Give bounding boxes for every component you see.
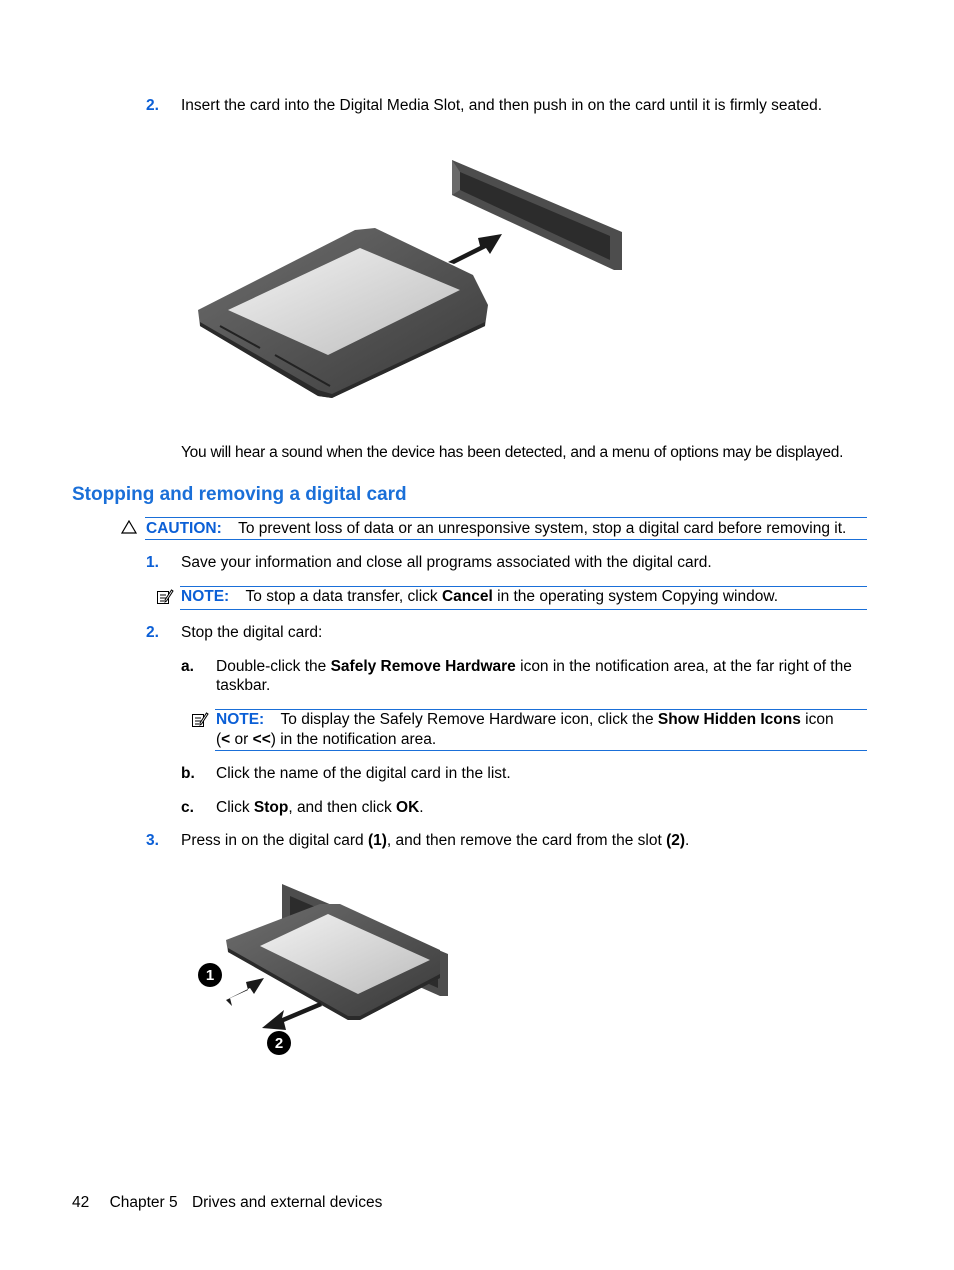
note-2-ltlt: <<	[252, 731, 271, 748]
note-1	[181, 588, 778, 606]
note-1-text-post: in the operating system Copying window.	[492, 588, 778, 605]
card-remove-illustration	[190, 878, 460, 1068]
step-2	[146, 624, 159, 642]
step-number: 1.	[146, 554, 159, 571]
sub-c-letter: c.	[181, 799, 194, 816]
sub-c-pre: Click	[216, 799, 254, 816]
show-hidden-icons-label: Show Hidden Icons	[657, 711, 801, 728]
step-3-post: .	[685, 832, 690, 849]
note-1-bottom-rule	[180, 609, 867, 610]
sub-a-letter: a.	[181, 658, 194, 675]
step-2-text: Stop the digital card:	[181, 624, 323, 641]
page-number: 42	[72, 1194, 90, 1211]
note-2-post2: ) in the notification area.	[270, 731, 437, 748]
step-3-pre: Press in on the digital card	[181, 832, 368, 849]
step-2-insert	[146, 97, 159, 115]
step-3	[146, 832, 159, 850]
sub-b-letter: b.	[181, 765, 195, 782]
digital-card	[198, 228, 488, 398]
card-insert-illustration	[190, 150, 630, 410]
safely-remove-hardware-label: Safely Remove Hardware	[330, 658, 516, 675]
note-label: NOTE:	[216, 711, 265, 728]
section-title: Stopping and removing a digital card	[72, 484, 407, 505]
sub-a-post: icon in the notification area, at the far right of the	[515, 658, 852, 675]
stop-label: Stop	[253, 799, 289, 816]
caution-text: To prevent loss of data or an unresponsive system, stop a digital card before removing it.	[238, 520, 847, 537]
note-2-open: (	[216, 731, 222, 748]
step-1-text: Save your information and close all programs associated with the digital card.	[181, 554, 712, 571]
note-2-line-2	[216, 731, 436, 749]
note-2-pre: To display the Safely Remove Hardware icon, click the	[280, 711, 658, 728]
note-pencil-icon	[191, 711, 209, 729]
note-2-post: icon	[800, 711, 834, 728]
note-2-bottom-rule	[215, 750, 867, 751]
chapter-title: Drives and external devices	[191, 1194, 383, 1211]
insert-arrow-icon	[448, 234, 502, 264]
step-3-mid: , and then remove the card from the slot	[386, 832, 667, 849]
note-2-or: or	[230, 731, 253, 748]
callout-2-icon	[267, 1031, 291, 1055]
step-1	[146, 554, 159, 572]
sub-b-text: Click the name of the digital card in the list.	[216, 765, 511, 782]
step-2-insert-text: Insert the card into the Digital Media Slot, and then push in on the card until it is firmly seated.	[181, 97, 823, 114]
push-in-arrow-icon	[226, 978, 264, 1006]
sound-detected-text: You will hear a sound when the device has been detected, and a menu of options may be displayed.	[181, 444, 844, 461]
note-2-lt: <	[221, 731, 231, 748]
digital-card	[226, 904, 440, 1020]
caution-box	[146, 520, 846, 538]
chapter-label: Chapter 5	[109, 1194, 178, 1211]
caution-top-rule	[145, 517, 867, 518]
step-3-text	[181, 832, 689, 850]
sub-c-mid: , and then click	[288, 799, 397, 816]
caution-bottom-rule	[145, 539, 867, 540]
note-pencil-icon	[156, 588, 174, 606]
caution-triangle-icon	[121, 520, 137, 534]
remove-arrow-icon	[262, 1002, 322, 1030]
sub-a-line-1	[216, 658, 852, 676]
sub-a-pre: Double-click the	[216, 658, 331, 675]
step-3-ref-1: (1)	[367, 832, 387, 849]
step-3-ref-2: (2)	[666, 832, 686, 849]
ok-label: OK	[396, 799, 420, 816]
step-number: 2.	[146, 97, 159, 114]
media-slot	[452, 160, 622, 270]
note-1-cancel: Cancel	[441, 588, 493, 605]
caution-label: CAUTION:	[146, 520, 222, 537]
step-number: 3.	[146, 832, 159, 849]
callout-1-icon	[198, 963, 222, 987]
sub-c-text	[216, 799, 424, 817]
sub-c-post: .	[419, 799, 424, 816]
note-label: NOTE:	[181, 588, 230, 605]
note-2-line-1	[216, 711, 834, 729]
callout-2-label: 2	[274, 1035, 284, 1052]
page-footer	[72, 1194, 382, 1212]
note-1-text-pre: To stop a data transfer, click	[245, 588, 442, 605]
sub-a-line-2: taskbar.	[216, 677, 271, 694]
note-1-top-rule	[180, 586, 867, 587]
callout-1-label: 1	[205, 967, 215, 984]
note-2-top-rule	[215, 709, 867, 710]
step-number: 2.	[146, 624, 159, 641]
